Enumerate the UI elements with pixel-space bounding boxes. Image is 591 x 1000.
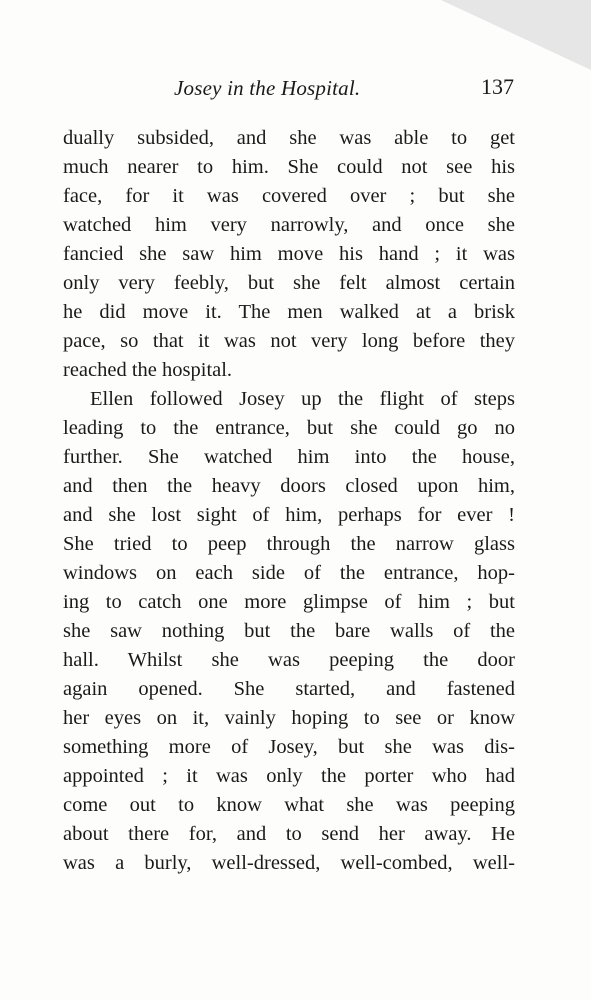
running-title: Josey in the Hospital. [174, 76, 361, 100]
text-line: reached the hospital. [63, 359, 233, 381]
text-line: something more of Josey, but she was dis- [63, 736, 515, 758]
text-line: face, for it was covered over ; but she [63, 185, 515, 207]
text-line: come out to know what she was peeping [63, 794, 515, 816]
page-number: 137 [481, 74, 514, 99]
running-head [64, 74, 514, 104]
text-line: again opened. She started, and fastened [63, 678, 515, 700]
text-line: he did move it. The men walked at a brisk [63, 301, 515, 323]
text-line: leading to the entrance, but she could go no [63, 417, 515, 439]
text-line: only very feebly, but she felt almost certain [63, 272, 515, 294]
page-corner-shadow [441, 0, 591, 70]
text-line: fancied she saw him move his hand ; it was [63, 243, 515, 265]
text-line: hall. Whilst she was peeping the door [63, 649, 515, 671]
text-line: her eyes on it, vainly hoping to see or know [63, 707, 515, 729]
text-line: ing to catch one more glimpse of him ; but [63, 591, 515, 613]
text-line: pace, so that it was not very long before they [63, 330, 515, 352]
text-line: about there for, and to send her away. He [63, 823, 515, 845]
text-line: Ellen followed Josey up the flight of steps [90, 388, 515, 410]
text-line: and then the heavy doors closed upon him, [63, 475, 515, 497]
text-line: much nearer to him. She could not see his [63, 156, 515, 178]
body-text [63, 124, 515, 878]
text-line: watched him very narrowly, and once she [63, 214, 515, 236]
text-line: further. She watched him into the house, [63, 446, 515, 468]
text-line: She tried to peep through the narrow glass [63, 533, 515, 555]
text-line: windows on each side of the entrance, hop- [63, 562, 515, 584]
text-line: appointed ; it was only the porter who had [63, 765, 515, 787]
text-line: was a burly, well-dressed, well-combed, well- [63, 852, 515, 874]
text-line: and she lost sight of him, perhaps for ever ! [63, 504, 515, 526]
text-line: she saw nothing but the bare walls of the [63, 620, 515, 642]
text-line: dually subsided, and she was able to get [63, 127, 515, 149]
